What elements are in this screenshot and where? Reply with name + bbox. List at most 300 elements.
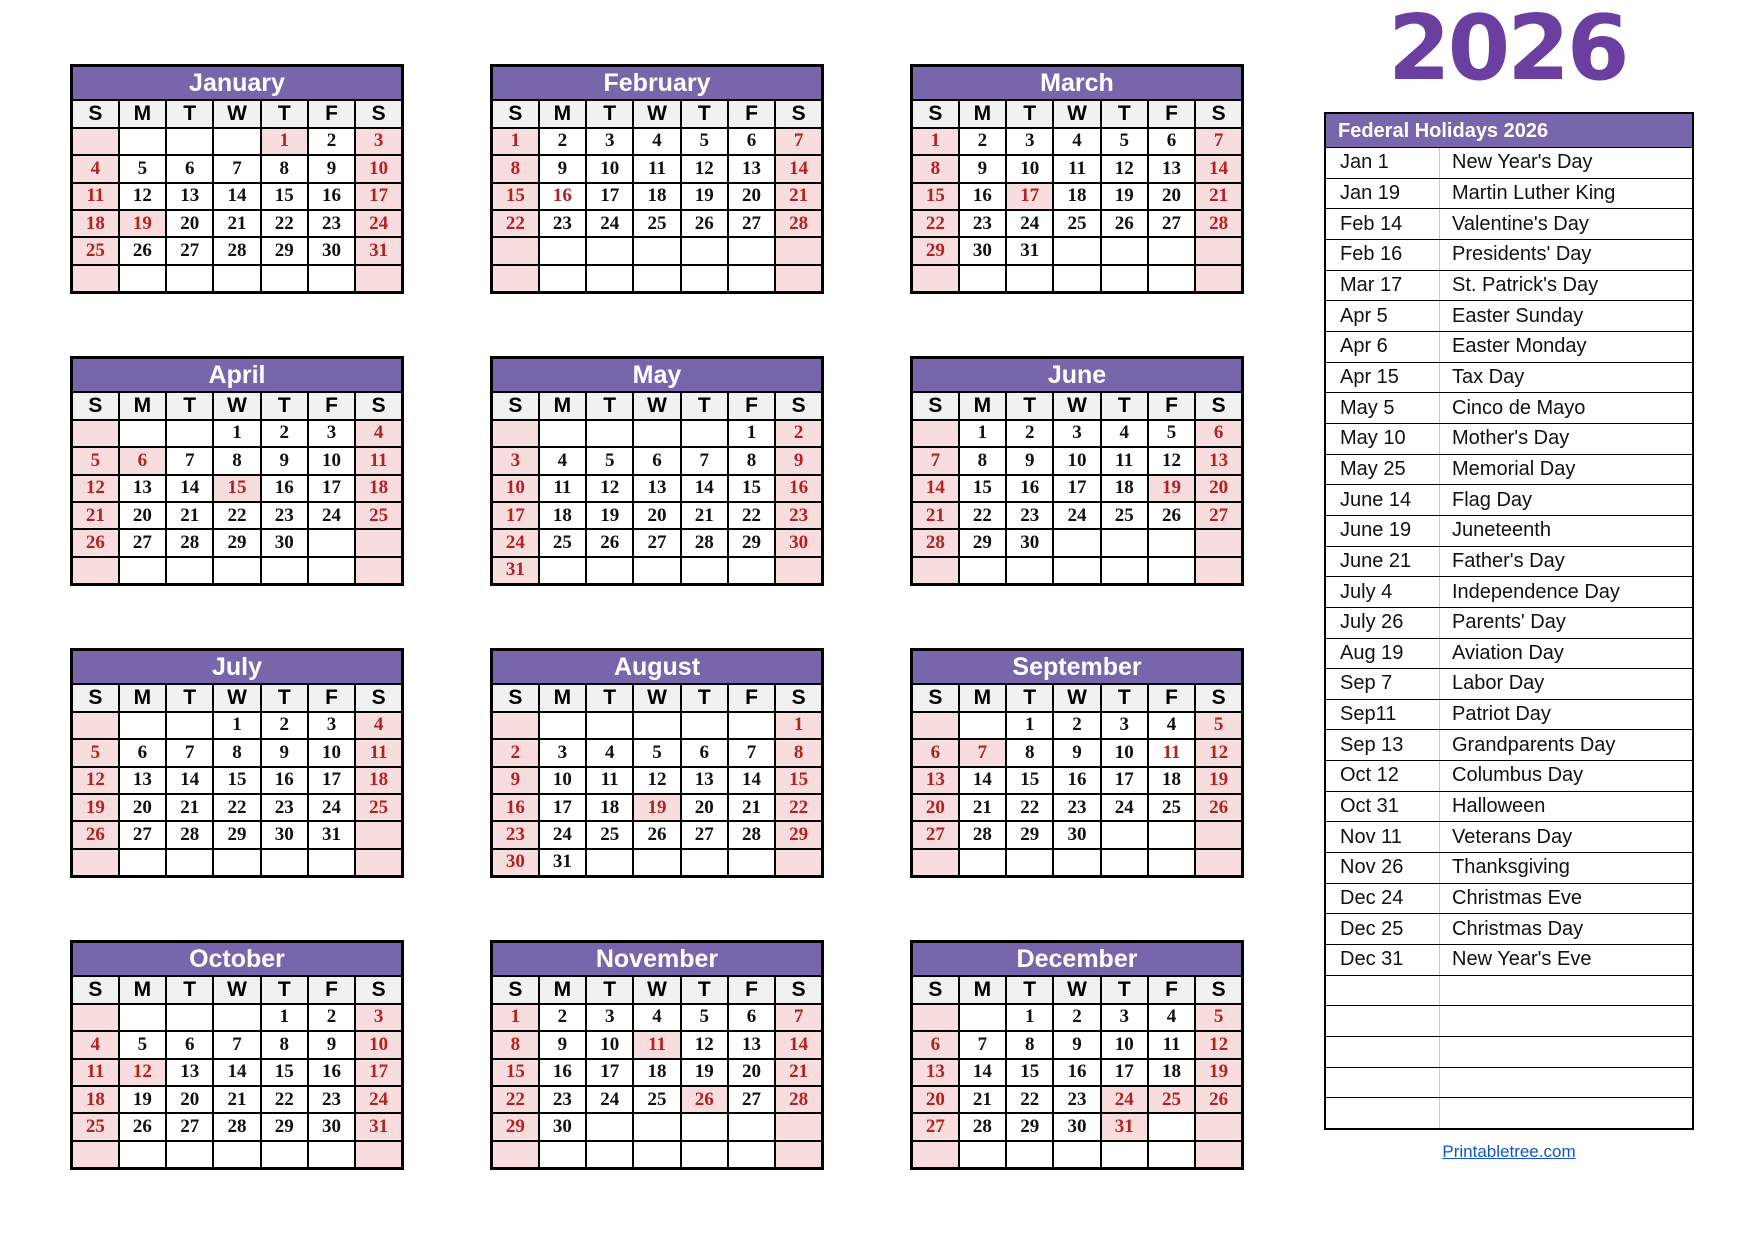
day-december-10: 10 [1101, 1031, 1148, 1058]
day-march-7: 7 [1195, 128, 1242, 155]
weekday-header: S [72, 100, 119, 127]
empty-cell [728, 265, 775, 293]
day-december-20: 20 [912, 1086, 959, 1113]
holiday-date: Aug 19 [1326, 639, 1440, 669]
empty-cell [308, 529, 355, 556]
day-february-10: 10 [586, 155, 633, 182]
month-table [910, 64, 1244, 294]
holiday-date [1326, 1037, 1440, 1067]
day-march-28: 28 [1195, 210, 1242, 237]
holiday-row [1326, 271, 1692, 302]
day-october-8: 8 [261, 1031, 308, 1058]
holiday-date: Apr 5 [1326, 301, 1440, 331]
day-december-13: 13 [912, 1059, 959, 1086]
empty-cell [1006, 849, 1053, 877]
day-december-4: 4 [1148, 1004, 1195, 1031]
day-june-1: 1 [959, 420, 1006, 447]
day-september-9: 9 [1053, 739, 1100, 766]
day-april-17: 17 [308, 475, 355, 502]
empty-cell [681, 712, 728, 739]
day-november-26: 26 [681, 1086, 728, 1113]
day-june-17: 17 [1053, 475, 1100, 502]
weekday-header: T [586, 392, 633, 419]
empty-cell [539, 712, 586, 739]
empty-cell [119, 265, 166, 293]
empty-cell [728, 557, 775, 585]
day-september-7: 7 [959, 739, 1006, 766]
empty-cell [166, 849, 213, 877]
day-march-27: 27 [1148, 210, 1195, 237]
empty-cell [775, 1141, 822, 1169]
empty-cell [1195, 821, 1242, 848]
day-may-12: 12 [586, 475, 633, 502]
empty-cell [728, 1141, 775, 1169]
empty-cell [492, 1141, 539, 1169]
empty-cell [213, 557, 260, 585]
day-may-26: 26 [586, 529, 633, 556]
day-october-5: 5 [119, 1031, 166, 1058]
holiday-date: Apr 6 [1326, 332, 1440, 362]
day-february-7: 7 [775, 128, 822, 155]
day-february-26: 26 [681, 210, 728, 237]
day-july-29: 29 [213, 821, 260, 848]
day-november-9: 9 [539, 1031, 586, 1058]
empty-cell [633, 712, 680, 739]
day-october-30: 30 [308, 1113, 355, 1140]
day-april-21: 21 [72, 502, 119, 529]
month-title: November [492, 942, 823, 977]
day-june-20: 20 [1195, 475, 1242, 502]
day-july-14: 14 [166, 767, 213, 794]
day-may-30: 30 [775, 529, 822, 556]
month-august [490, 648, 824, 878]
weekday-header: W [633, 100, 680, 127]
day-august-23: 23 [492, 821, 539, 848]
holiday-row [1326, 945, 1692, 976]
day-november-13: 13 [728, 1031, 775, 1058]
month-october [70, 940, 404, 1170]
day-february-11: 11 [633, 155, 680, 182]
day-february-18: 18 [633, 183, 680, 210]
empty-cell [72, 1004, 119, 1031]
empty-cell [1101, 529, 1148, 556]
empty-cell [586, 557, 633, 585]
empty-cell [355, 849, 402, 877]
month-table [70, 940, 404, 1170]
day-february-9: 9 [539, 155, 586, 182]
day-april-25: 25 [355, 502, 402, 529]
day-march-30: 30 [959, 237, 1006, 264]
weekday-header: S [912, 100, 959, 127]
empty-cell [681, 849, 728, 877]
holiday-row [1326, 822, 1692, 853]
empty-cell [633, 1141, 680, 1169]
weekday-header: T [261, 392, 308, 419]
day-may-22: 22 [728, 502, 775, 529]
day-july-25: 25 [355, 794, 402, 821]
empty-cell [261, 849, 308, 877]
empty-cell [912, 1004, 959, 1031]
day-may-18: 18 [539, 502, 586, 529]
day-march-14: 14 [1195, 155, 1242, 182]
empty-cell [166, 1004, 213, 1031]
empty-cell [119, 420, 166, 447]
day-may-10: 10 [492, 475, 539, 502]
day-october-24: 24 [355, 1086, 402, 1113]
empty-cell [72, 849, 119, 877]
empty-cell [912, 849, 959, 877]
day-december-5: 5 [1195, 1004, 1242, 1031]
empty-cell [261, 1141, 308, 1169]
weekday-header: F [1148, 976, 1195, 1003]
empty-cell [728, 1113, 775, 1140]
weekday-header: W [213, 100, 260, 127]
printabletree-link[interactable]: Printabletree.com [1442, 1142, 1576, 1161]
weekday-header: W [1053, 392, 1100, 419]
day-september-24: 24 [1101, 794, 1148, 821]
weekday-header: S [775, 684, 822, 711]
day-june-9: 9 [1006, 447, 1053, 474]
empty-cell [775, 849, 822, 877]
day-august-31: 31 [539, 849, 586, 877]
holiday-row [1326, 516, 1692, 547]
holiday-row [1326, 301, 1692, 332]
day-march-24: 24 [1006, 210, 1053, 237]
day-february-23: 23 [539, 210, 586, 237]
day-april-24: 24 [308, 502, 355, 529]
weekday-header: S [1195, 392, 1242, 419]
empty-cell [166, 420, 213, 447]
day-january-26: 26 [119, 237, 166, 264]
day-september-1: 1 [1006, 712, 1053, 739]
day-october-26: 26 [119, 1113, 166, 1140]
weekday-header: T [586, 684, 633, 711]
weekday-header: T [681, 684, 728, 711]
weekday-header: T [1006, 976, 1053, 1003]
day-january-27: 27 [166, 237, 213, 264]
day-may-9: 9 [775, 447, 822, 474]
day-july-30: 30 [261, 821, 308, 848]
holiday-name: Father's Day [1452, 549, 1565, 572]
empty-cell [492, 712, 539, 739]
day-july-16: 16 [261, 767, 308, 794]
month-title: May [492, 358, 823, 393]
day-august-28: 28 [728, 821, 775, 848]
day-august-17: 17 [539, 794, 586, 821]
day-december-6: 6 [912, 1031, 959, 1058]
day-february-5: 5 [681, 128, 728, 155]
day-september-3: 3 [1101, 712, 1148, 739]
day-august-18: 18 [586, 794, 633, 821]
day-march-25: 25 [1053, 210, 1100, 237]
day-november-5: 5 [681, 1004, 728, 1031]
day-april-2: 2 [261, 420, 308, 447]
weekday-header: F [1148, 684, 1195, 711]
empty-cell [213, 128, 260, 155]
day-may-19: 19 [586, 502, 633, 529]
empty-cell [1148, 1141, 1195, 1169]
empty-cell [586, 1141, 633, 1169]
months-grid [70, 64, 1244, 1170]
weekday-header: W [633, 976, 680, 1003]
day-january-3: 3 [355, 128, 402, 155]
weekday-header: S [72, 392, 119, 419]
empty-cell [681, 265, 728, 293]
empty-cell [1148, 821, 1195, 848]
holiday-row [1326, 363, 1692, 394]
holiday-row [1326, 700, 1692, 731]
holiday-list [1326, 148, 1692, 1128]
empty-cell [72, 420, 119, 447]
day-september-15: 15 [1006, 767, 1053, 794]
day-april-13: 13 [119, 475, 166, 502]
weekday-header: T [166, 684, 213, 711]
day-december-3: 3 [1101, 1004, 1148, 1031]
month-table [490, 356, 824, 586]
month-table [70, 648, 404, 878]
day-january-12: 12 [119, 183, 166, 210]
day-february-21: 21 [775, 183, 822, 210]
day-november-12: 12 [681, 1031, 728, 1058]
empty-cell [119, 557, 166, 585]
day-march-21: 21 [1195, 183, 1242, 210]
holiday-name: Labor Day [1452, 672, 1545, 695]
day-september-21: 21 [959, 794, 1006, 821]
weekday-header: T [166, 100, 213, 127]
day-september-11: 11 [1148, 739, 1195, 766]
empty-cell [586, 849, 633, 877]
holiday-row [1326, 730, 1692, 761]
day-april-28: 28 [166, 529, 213, 556]
holiday-date [1326, 1068, 1440, 1098]
day-october-22: 22 [261, 1086, 308, 1113]
day-november-28: 28 [775, 1086, 822, 1113]
day-september-25: 25 [1148, 794, 1195, 821]
holiday-name: Christmas Day [1452, 917, 1584, 940]
day-june-3: 3 [1053, 420, 1100, 447]
month-title: April [72, 358, 403, 393]
day-february-17: 17 [586, 183, 633, 210]
holiday-row [1326, 669, 1692, 700]
day-september-13: 13 [912, 767, 959, 794]
day-february-22: 22 [492, 210, 539, 237]
day-january-20: 20 [166, 210, 213, 237]
empty-cell [539, 557, 586, 585]
empty-cell [166, 1141, 213, 1169]
holiday-name: New Year's Eve [1452, 948, 1592, 971]
empty-cell [355, 529, 402, 556]
day-may-27: 27 [633, 529, 680, 556]
day-september-17: 17 [1101, 767, 1148, 794]
day-december-28: 28 [959, 1113, 1006, 1140]
month-title: January [72, 66, 403, 101]
day-april-3: 3 [308, 420, 355, 447]
weekday-header: M [119, 100, 166, 127]
empty-cell [213, 1141, 260, 1169]
empty-cell [308, 557, 355, 585]
day-july-21: 21 [166, 794, 213, 821]
empty-cell [681, 237, 728, 264]
day-november-14: 14 [775, 1031, 822, 1058]
day-july-8: 8 [213, 739, 260, 766]
day-november-15: 15 [492, 1059, 539, 1086]
holiday-name: Presidents' Day [1452, 243, 1592, 266]
weekday-header: M [119, 976, 166, 1003]
day-october-28: 28 [213, 1113, 260, 1140]
day-may-7: 7 [681, 447, 728, 474]
holiday-row [1326, 792, 1692, 823]
holiday-name: Patriot Day [1452, 703, 1551, 726]
day-december-25: 25 [1148, 1086, 1195, 1113]
holiday-name: Flag Day [1452, 488, 1533, 511]
holiday-name: Mother's Day [1452, 427, 1570, 450]
day-october-19: 19 [119, 1086, 166, 1113]
day-april-23: 23 [261, 502, 308, 529]
month-title: February [492, 66, 823, 101]
day-january-9: 9 [308, 155, 355, 182]
day-april-29: 29 [213, 529, 260, 556]
day-december-23: 23 [1053, 1086, 1100, 1113]
day-august-22: 22 [775, 794, 822, 821]
holiday-name: Halloween [1452, 795, 1546, 818]
empty-cell [119, 849, 166, 877]
empty-cell [1006, 1141, 1053, 1169]
day-march-16: 16 [959, 183, 1006, 210]
holiday-name: Easter Monday [1452, 335, 1587, 358]
day-august-21: 21 [728, 794, 775, 821]
day-march-13: 13 [1148, 155, 1195, 182]
weekday-header: T [681, 392, 728, 419]
month-table [910, 648, 1244, 878]
day-march-18: 18 [1053, 183, 1100, 210]
empty-cell [586, 420, 633, 447]
holiday-name: Juneteenth [1452, 519, 1551, 542]
weekday-header: F [308, 392, 355, 419]
day-february-15: 15 [492, 183, 539, 210]
day-april-20: 20 [119, 502, 166, 529]
weekday-header: S [775, 392, 822, 419]
day-september-12: 12 [1195, 739, 1242, 766]
day-november-20: 20 [728, 1059, 775, 1086]
day-july-17: 17 [308, 767, 355, 794]
day-may-25: 25 [539, 529, 586, 556]
day-january-1: 1 [261, 128, 308, 155]
day-july-5: 5 [72, 739, 119, 766]
day-january-15: 15 [261, 183, 308, 210]
day-march-22: 22 [912, 210, 959, 237]
weekday-header: S [912, 684, 959, 711]
day-february-16: 16 [539, 183, 586, 210]
empty-cell [728, 237, 775, 264]
day-april-10: 10 [308, 447, 355, 474]
day-march-10: 10 [1006, 155, 1053, 182]
empty-cell [1006, 265, 1053, 293]
day-february-19: 19 [681, 183, 728, 210]
day-august-1: 1 [775, 712, 822, 739]
day-march-4: 4 [1053, 128, 1100, 155]
day-july-31: 31 [308, 821, 355, 848]
day-may-13: 13 [633, 475, 680, 502]
day-june-27: 27 [1195, 502, 1242, 529]
empty-cell [1195, 529, 1242, 556]
holiday-row [1326, 639, 1692, 670]
holiday-row [1326, 976, 1692, 1007]
holiday-date [1326, 976, 1440, 1006]
holiday-row [1326, 1006, 1692, 1037]
day-march-8: 8 [912, 155, 959, 182]
day-april-30: 30 [261, 529, 308, 556]
empty-cell [1101, 821, 1148, 848]
day-march-15: 15 [912, 183, 959, 210]
day-september-2: 2 [1053, 712, 1100, 739]
holiday-row [1326, 914, 1692, 945]
day-april-15: 15 [213, 475, 260, 502]
day-january-28: 28 [213, 237, 260, 264]
day-december-30: 30 [1053, 1113, 1100, 1140]
holiday-date: July 26 [1326, 608, 1440, 638]
day-march-5: 5 [1101, 128, 1148, 155]
day-january-30: 30 [308, 237, 355, 264]
year-title: 2026 [1388, 0, 1627, 101]
empty-cell [1101, 1141, 1148, 1169]
day-november-8: 8 [492, 1031, 539, 1058]
day-october-4: 4 [72, 1031, 119, 1058]
day-july-20: 20 [119, 794, 166, 821]
weekday-header: F [1148, 100, 1195, 127]
day-april-8: 8 [213, 447, 260, 474]
holiday-name: Parents' Day [1452, 611, 1566, 634]
day-march-3: 3 [1006, 128, 1053, 155]
holiday-row [1326, 179, 1692, 210]
weekday-header: T [1101, 976, 1148, 1003]
empty-cell [1195, 849, 1242, 877]
day-august-16: 16 [492, 794, 539, 821]
day-may-6: 6 [633, 447, 680, 474]
day-february-6: 6 [728, 128, 775, 155]
empty-cell [775, 1113, 822, 1140]
day-november-3: 3 [586, 1004, 633, 1031]
day-september-14: 14 [959, 767, 1006, 794]
day-june-13: 13 [1195, 447, 1242, 474]
empty-cell [1053, 557, 1100, 585]
day-february-1: 1 [492, 128, 539, 155]
day-february-27: 27 [728, 210, 775, 237]
day-april-1: 1 [213, 420, 260, 447]
day-october-17: 17 [355, 1059, 402, 1086]
day-june-5: 5 [1148, 420, 1195, 447]
day-february-20: 20 [728, 183, 775, 210]
holiday-date: Dec 31 [1326, 945, 1440, 975]
day-may-11: 11 [539, 475, 586, 502]
day-september-10: 10 [1101, 739, 1148, 766]
weekday-header: T [166, 392, 213, 419]
day-june-21: 21 [912, 502, 959, 529]
weekday-header: T [261, 684, 308, 711]
weekday-header: T [166, 976, 213, 1003]
empty-cell [355, 265, 402, 293]
day-august-4: 4 [586, 739, 633, 766]
holiday-row [1326, 332, 1692, 363]
empty-cell [775, 557, 822, 585]
month-title: September [912, 650, 1243, 685]
day-january-16: 16 [308, 183, 355, 210]
empty-cell [308, 849, 355, 877]
empty-cell [728, 712, 775, 739]
holiday-row [1326, 424, 1692, 455]
day-november-1: 1 [492, 1004, 539, 1031]
empty-cell [959, 712, 1006, 739]
month-june [910, 356, 1244, 586]
